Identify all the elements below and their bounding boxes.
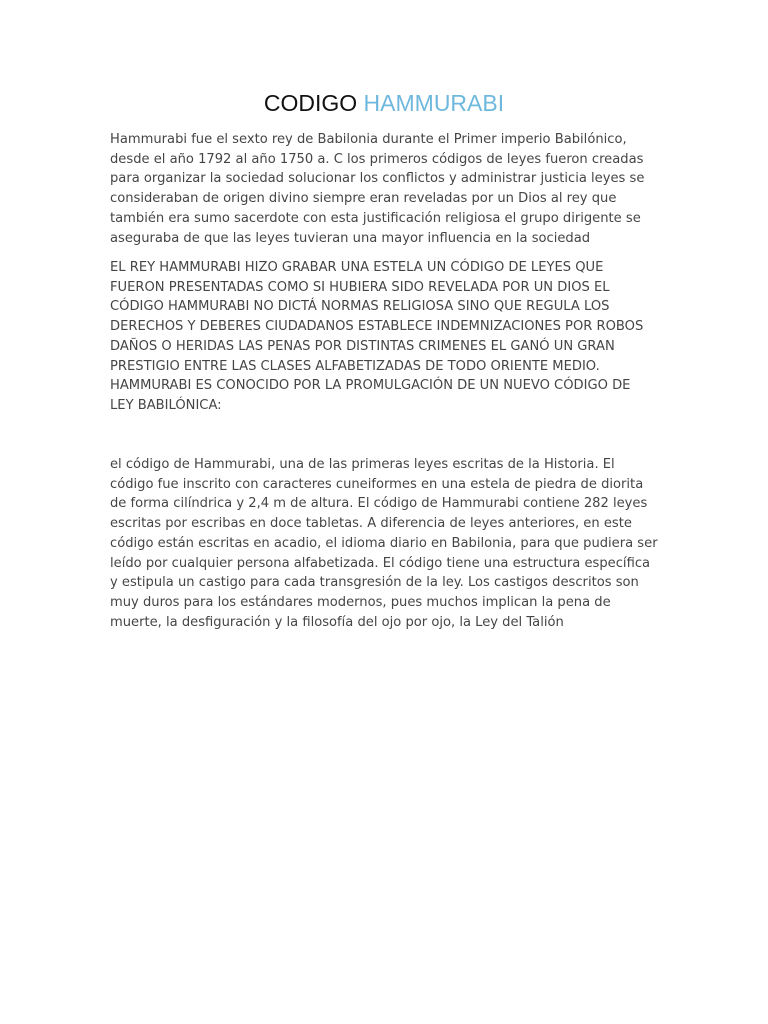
paragraph-line: para organizar la sociedad solucionar los conflictos y administrar justicia leyes se [110,171,645,187]
paragraph-line: EL REY HAMMURABI HIZO GRABAR UNA ESTELA UN CÓDIGO DE LEYES QUE [110,260,604,275]
paragraph-line: escritas por escribas en doce tabletas. A diferencia de leyes anteriores, en este [110,516,632,532]
paragraph-line: PRESTIGIO ENTRE LAS CLASES ALFABETIZADAS DE TODO ORIENTE MEDIO. [110,358,600,374]
paragraph-line: muerte, la desfiguración y la filosofía del ojo por ojo, la Ley del Talión [110,614,564,630]
paragraph-line: código fue inscrito con caracteres cuneiformes en una estela de piedra de diorita [110,476,644,492]
paragraph-line: muy duros para los estándares modernos, pues muchos implican la pena de [110,594,611,610]
paragraph-line: CÓDIGO HAMMURABI NO DICTÁ NORMAS RELIGIOSA SINO QUE REGULA LOS [110,299,610,315]
paragraph-line: desde el año 1792 al año 1750 a. C los primeros códigos de leyes fueron creadas [110,151,644,167]
paragraph-line: de forma cilíndrica y 2,4 m de altura. El código de Hammurabi contiene 282 leyes [110,496,648,512]
paragraph-codigo [110,455,660,632]
paragraph-line: DERECHOS Y DEBERES CIUDADANOS ESTABLECE INDEMNIZACIONES POR ROBOS [110,319,644,335]
paragraph-line: HAMMURABI ES CONOCIDO POR LA PROMULGACIÓN DE UN NUEVO CÓDIGO DE [110,378,631,394]
paragraph-intro [110,130,660,248]
paragraph-line: FUERON PRESENTADAS COMO SI HUBIERA SIDO REVELADA POR UN DIOS EL [110,279,610,295]
document-title [0,88,768,118]
paragraph-line: leído por cualquier persona alfabetizada. El código tiene una estructura específica [110,555,651,571]
paragraph-line: también era sumo sacerdote con esta justificación religiosa el grupo dirigente se [110,210,641,226]
paragraph-line: código están escritas en acadio, el idioma diario en Babilonia, para que pudiera ser [110,535,658,551]
paragraph-line: Hammurabi fue el sexto rey de Babilonia durante el Primer imperio Babilónico, [110,132,627,147]
paragraph-line: LEY BABILÓNICA: [110,397,222,413]
title-part-hammurabi: HAMMURABI [363,90,505,116]
title-part-codigo: CODIGO [263,90,364,116]
paragraph-line: DAÑOS O HERIDAS LAS PENAS POR DISTINTAS CRIMENES EL GANÓ UN GRAN [110,338,615,354]
paragraph-line: el código de Hammurabi, una de las primeras leyes escritas de la Historia. El [110,457,615,472]
paragraph-line: consideraban de origen divino siempre eran reveladas por un Dios al rey que [110,191,617,207]
paragraph-line: y estipula un castigo para cada transgresión de la ley. Los castigos descritos son [110,575,639,591]
paragraph-line: aseguraba de que las leyes tuvieran una mayor influencia en la sociedad [110,230,591,246]
paragraph-uppercase [110,258,660,416]
